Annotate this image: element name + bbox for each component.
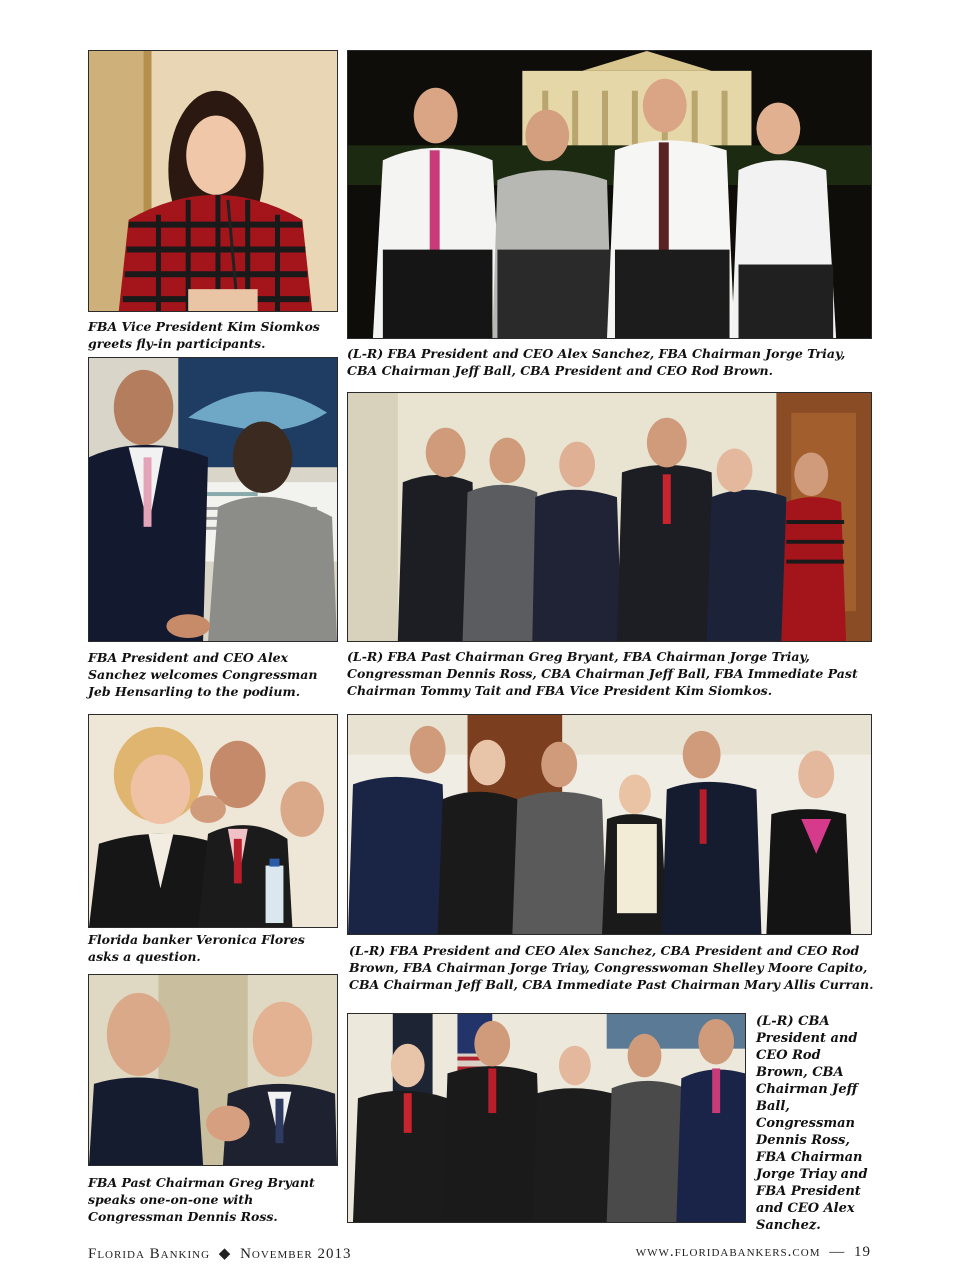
caption-group-capito: (L-R) FBA President and CEO Alex Sanchez, CBA President and CEO Rod Brown, FBA Chairman Jorge Triay, Congresswoman Shelley Moore Capito, CBA Chairman Jeff Ball, CBA Immediate Past Chairman Mary Allis Curran.: [349, 943, 874, 992]
diamond-icon: ◆: [218, 1246, 232, 1262]
caption-group-ross: (L-R) FBA Past Chairman Greg Bryant, FBA Chairman Jorge Triay, Congressman Dennis Ross, CBA Chairman Jeff Ball, FBA Immediate Past Chairman Tommy Tait and FBA Vice President Kim Siomkos.: [347, 649, 858, 698]
caption-flag-group: (L-R) CBA President and CEO Rod Brown, CBA Chairman Jeff Ball, Congressman Dennis Ross, FBA Chairman Jorge Triay and FBA President and CEO Alex Sanchez.: [756, 1014, 868, 1233]
photo-group-capito: [347, 714, 872, 935]
photo-group-ross: [347, 392, 872, 642]
photo-white-house: [347, 50, 872, 339]
caption-kim-siomkos: FBA Vice President Kim Siomkos greets fly-in participants.: [88, 319, 320, 351]
photo-flag-group: [347, 1013, 746, 1223]
caption-bryant-ross: FBA Past Chairman Greg Bryant speaks one-on-one with Congressman Dennis Ross.: [88, 1175, 315, 1224]
publication-name: Florida Banking: [88, 1246, 211, 1262]
caption-hensarling: FBA President and CEO Alex Sanchez welcomes Congressman Jeb Hensarling to the podium.: [88, 650, 318, 699]
caption-veronica-flores: Florida banker Veronica Flores asks a question.: [88, 932, 305, 964]
photo-kim-siomkos: [88, 50, 338, 312]
caption-white-house: (L-R) FBA President and CEO Alex Sanchez, FBA Chairman Jorge Triay, CBA Chairman Jeff Ball, CBA President and CEO Rod Brown.: [347, 346, 846, 378]
footer-dash: —: [829, 1244, 846, 1260]
footer-site: [636, 1244, 871, 1261]
photo-hensarling: [88, 357, 338, 642]
page-number: 19: [854, 1244, 871, 1260]
issue-date: November 2013: [240, 1246, 352, 1262]
photo-bryant-ross: [88, 974, 338, 1166]
photo-veronica-flores: [88, 714, 338, 928]
website-link[interactable]: www.floridabankers.com: [635, 1244, 821, 1260]
footer-publication: [88, 1244, 351, 1263]
